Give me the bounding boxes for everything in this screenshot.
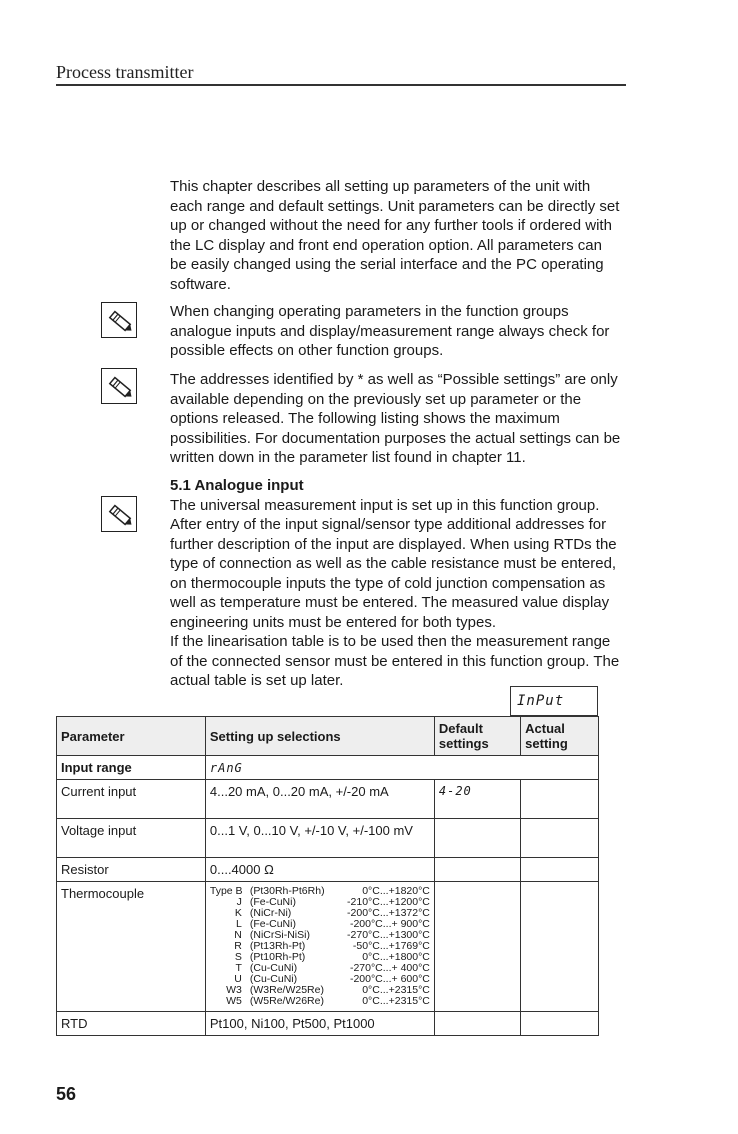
actual-cell bbox=[521, 1012, 599, 1036]
column-header: Actual setting bbox=[521, 717, 599, 756]
thermocouple-type: R bbox=[234, 940, 242, 952]
table-row bbox=[57, 1012, 599, 1036]
note-pencil-icon bbox=[101, 302, 137, 338]
thermocouple-type: K bbox=[234, 907, 242, 919]
thermocouple-range: -50°C...+1769°C bbox=[352, 940, 430, 952]
thermocouple-material: (Fe-CuNi) bbox=[249, 896, 296, 908]
selections-cell: 0...1 V, 0...10 V, +/-10 V, +/-100 mV bbox=[205, 819, 434, 858]
thermocouple-range: 0°C...+1820°C bbox=[362, 885, 430, 897]
selections-cell: Pt100, Ni100, Pt500, Pt1000 bbox=[205, 1012, 434, 1036]
parameter-cell: Resistor bbox=[57, 858, 206, 882]
thermocouple-material: (Pt10Rh-Pt) bbox=[249, 951, 306, 963]
section-analogue-input bbox=[170, 476, 622, 691]
note-pencil-icon bbox=[101, 368, 137, 404]
thermocouple-range: 0°C...+2315°C bbox=[362, 984, 430, 996]
thermocouple-material: (W3Re/W25Re) bbox=[249, 984, 324, 996]
thermocouple-type: U bbox=[234, 973, 242, 985]
thermocouple-material: (Cu-CuNi) bbox=[249, 962, 298, 974]
table-row bbox=[57, 819, 599, 858]
column-header: Setting up selections bbox=[205, 717, 434, 756]
thermocouple-material: (NiCrSi-NiSi) bbox=[249, 929, 310, 941]
thermocouple-range: -270°C...+1300°C bbox=[347, 929, 430, 941]
group-label: Input range bbox=[57, 756, 206, 780]
note-pencil-icon bbox=[101, 496, 137, 532]
selections-cell: 0....4000 Ω bbox=[205, 858, 434, 882]
thermocouple-range: -200°C...+ 900°C bbox=[349, 918, 430, 930]
group-display-code: rAnG bbox=[209, 761, 243, 775]
thermocouple-range: 0°C...+1800°C bbox=[362, 951, 430, 963]
intro-paragraph: This chapter describes all setting up parameters of the unit with each range and default settings. Unit parameters can be directly set up or changed without the need for any further tools if ordered with the LC display and front end operation option. All parameters can be easily changed using the serial interface and the PC operating software. bbox=[170, 178, 620, 293]
thermocouple-material: (Pt13Rh-Pt) bbox=[249, 940, 306, 952]
thermocouple-type: J bbox=[236, 896, 242, 908]
thermocouple-type-list bbox=[210, 886, 430, 1007]
selections-cell: 4...20 mA, 0...20 mA, +/-20 mA bbox=[205, 780, 434, 819]
column-header: Parameter bbox=[57, 717, 206, 756]
section-paragraph: The universal measurement input is set up in this function group. After entry of the input signal/sensor type additional addresses for further description of the input are displayed. When using RTDs the type of connection as well as the cable resistance must be entered, on thermocouple inputs the type of cold junction compensation as well as temperature must be entered. The measured value display engineering units must be entered for both types. bbox=[170, 496, 617, 631]
thermocouple-material: (Fe-CuNi) bbox=[249, 918, 296, 930]
default-cell: 4-20 bbox=[434, 780, 520, 819]
thermocouple-type: W5 bbox=[226, 995, 242, 1007]
default-cell bbox=[434, 1012, 520, 1036]
column-header: Default settings bbox=[434, 717, 520, 756]
thermocouple-material: (W5Re/W26Re) bbox=[249, 995, 324, 1007]
parameter-cell: Current input bbox=[57, 780, 206, 819]
thermocouple-material: (Pt30Rh-Pt6Rh) bbox=[249, 885, 325, 897]
thermocouple-type: Type B bbox=[209, 885, 243, 897]
header-rule bbox=[56, 84, 626, 86]
thermocouple-range: -210°C...+1200°C bbox=[347, 896, 430, 908]
table-group-row bbox=[57, 756, 599, 780]
thermocouple-range: -200°C...+ 600°C bbox=[349, 973, 430, 985]
parameter-cell: Thermocouple bbox=[57, 882, 206, 1012]
default-cell bbox=[434, 882, 520, 1012]
thermocouple-type: W3 bbox=[226, 984, 242, 996]
actual-cell bbox=[521, 819, 599, 858]
thermocouple-material: (Cu-CuNi) bbox=[249, 973, 298, 985]
page-number: 56 bbox=[56, 1084, 77, 1104]
table-header-row bbox=[57, 717, 599, 756]
thermocouple-type: S bbox=[234, 951, 242, 963]
parameter-cell: Voltage input bbox=[57, 819, 206, 858]
thermocouple-range: 0°C...+2315°C bbox=[362, 995, 430, 1007]
thermocouple-type: T bbox=[235, 962, 242, 974]
table-row bbox=[57, 780, 599, 819]
thermocouple-material: (NiCr-Ni) bbox=[249, 907, 292, 919]
actual-cell bbox=[521, 780, 599, 819]
default-cell bbox=[434, 858, 520, 882]
actual-cell bbox=[521, 858, 599, 882]
thermocouple-type: L bbox=[236, 918, 242, 930]
running-header: Process transmitter bbox=[56, 62, 194, 82]
parameter-table bbox=[56, 716, 599, 1036]
parameter-cell: RTD bbox=[57, 1012, 206, 1036]
thermocouple-type: N bbox=[234, 929, 242, 941]
note-paragraph: The addresses identified by * as well as “Possible settings” are only available depending on the previously set up parameter or the options released. The following listing shows the maximum possibilities. For documentation purposes the actual settings can be written down in the parameter list found in chapter 11. bbox=[170, 371, 621, 466]
default-cell bbox=[434, 819, 520, 858]
note-paragraph: When changing operating parameters in the function groups analogue inputs and display/measurement range always check for possible effects on other function groups. bbox=[170, 303, 610, 359]
table-row bbox=[57, 882, 599, 1012]
display-code-box: InPut bbox=[510, 686, 598, 716]
thermocouple-range: -200°C...+1372°C bbox=[347, 907, 430, 919]
table-row bbox=[57, 858, 599, 882]
section-paragraph: If the linearisation table is to be used then the measurement range of the connected sensor must be entered in this function group. The actual table is set up later. bbox=[170, 633, 620, 689]
actual-cell bbox=[521, 882, 599, 1012]
section-heading: 5.1 Analogue input bbox=[170, 477, 304, 494]
thermocouple-range: -270°C...+ 400°C bbox=[349, 962, 430, 974]
selections-cell bbox=[205, 882, 434, 1012]
